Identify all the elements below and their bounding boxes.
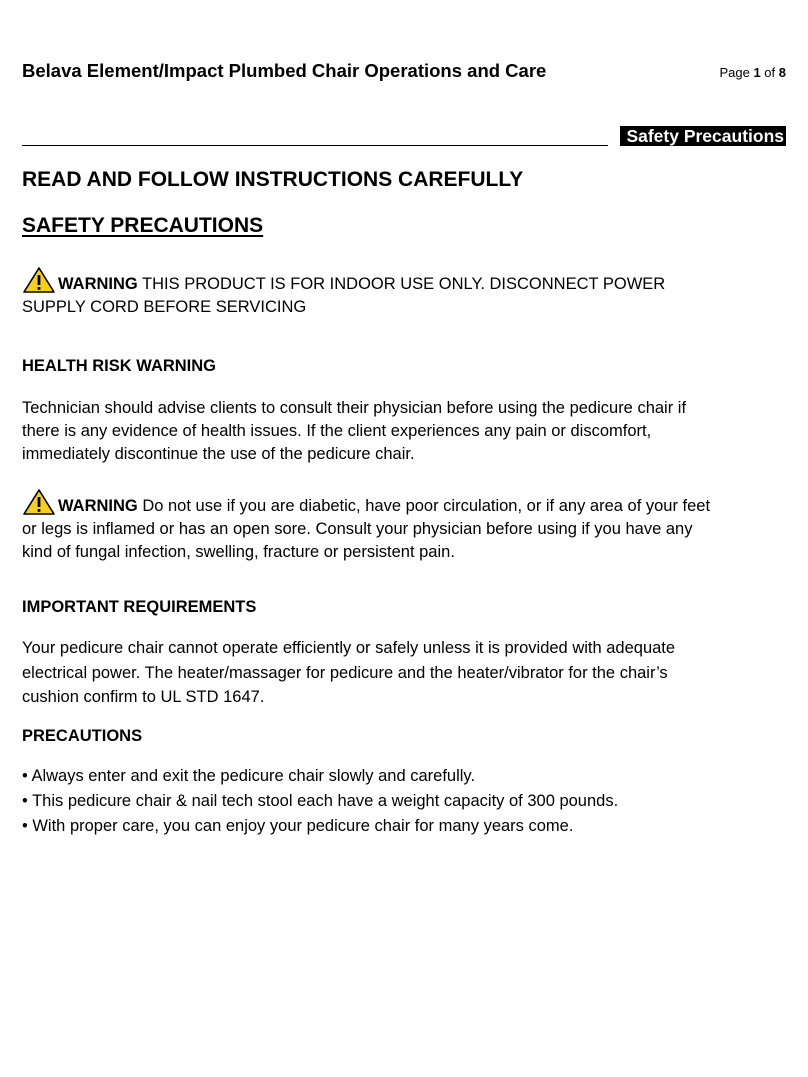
page-total: 8	[778, 65, 786, 80]
warning-triangle-icon	[22, 266, 56, 294]
warning-triangle-icon	[22, 488, 56, 516]
warning-text-line: SUPPLY CORD BEFORE SERVICING	[22, 298, 307, 316]
precautions-heading: PRECAUTIONS	[22, 727, 143, 745]
page-current: 1	[753, 65, 761, 80]
document-title: Belava Element/Impact Plumbed Chair Operations and Care	[22, 60, 547, 81]
list-item: • With proper care, you can enjoy your pedicure chair for many years come.	[22, 817, 574, 835]
requirements-paragraph: Your pedicure chair cannot operate efficiently or safely unless it is provided with adequate electrical power. The heater/massager for pedicure and the heater/vibrator for the chair’s cushion confirm to UL STD 1647.	[22, 639, 676, 706]
warning-block-indoor: WARNING THIS PRODUCT IS FOR INDOOR USE ONLY. DISCONNECT POWER SUPPLY CORD BEFORE SERVICING	[22, 266, 782, 319]
section-tab: Safety Precautions	[620, 126, 786, 146]
safety-heading: SAFETY PRECAUTIONS	[22, 214, 264, 237]
main-heading: READ AND FOLLOW INSTRUCTIONS CAREFULLY	[22, 168, 524, 191]
section-divider	[22, 145, 608, 146]
list-item: • Always enter and exit the pedicure chair slowly and carefully.	[22, 767, 476, 785]
list-item: • This pedicure chair & nail tech stool each have a weight capacity of 300 pounds.	[22, 792, 619, 810]
requirements-heading: IMPORTANT REQUIREMENTS	[22, 598, 257, 616]
warning-label: WARNING	[58, 497, 138, 515]
warning-label: WARNING	[58, 275, 138, 293]
health-risk-paragraph: Technician should advise clients to consult their physician before using the pedicure chair if there is any evidence of health issues. If the client experiences any pain or discomfort, immediately discontinue the use of the pedicure chair.	[22, 399, 687, 463]
warning-block-health: WARNING Do not use if you are diabetic, have poor circulation, or if any area of your feet or legs is inflamed or has an open sore. Consult your physician before using if you have any kind of fungal infection, swelling, fracture or persistent pain.	[22, 488, 782, 564]
page-number: Page 1 of 8	[719, 65, 786, 80]
health-risk-heading: HEALTH RISK WARNING	[22, 357, 217, 375]
precautions-list	[22, 764, 618, 839]
